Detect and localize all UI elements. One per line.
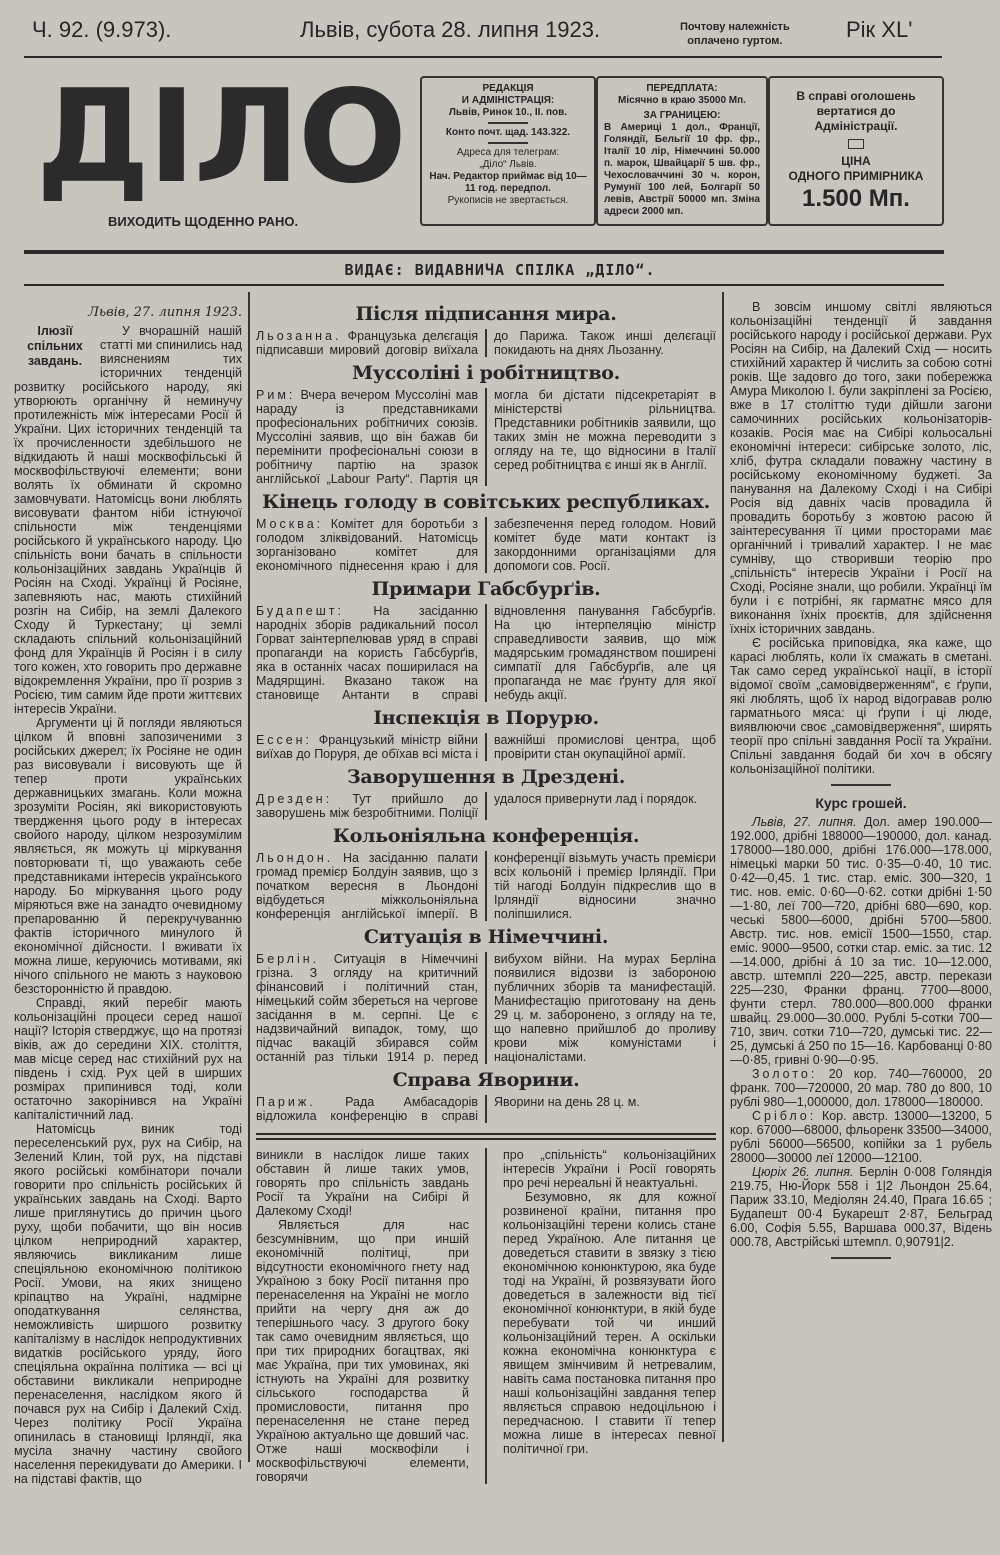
paragraph: У вчорашній нашій статті ми спинились над вияснениям тих історичних тенденцій розвитку російського народу, які утворюють органічну й неминучу протилежність між інтересами Росії й України. Цих історичних тенденцій та їх прочисленности здебільшого не відкидають й наші москвофільські й москвофільствуючі елементи; вони волять їх обминати й скромно замовчувати. Натомісць вони люблять висовувати фантом ніби істнуючої спільности між тенденціями російського й українського народу. Цю спільність вони бачать в спільности кольонізаційних завдань Українців й Росіян на Сході. Українці й Росіяне, запевняють нас, мають стихійний розгін на Сибір, на землі Далекого Сходу й Туркестану; ці землі складають спільний кольонізаційний фонд для Українців й Росіян і в силу того кожен, хто говорить про державне відокремлення України, про її розрив з Росією, тим самим йде проти життєвих інтересів України. <box>14 324 242 716</box>
tagline: ВИХОДИТЬ ЩОДЕННО РАНО. <box>108 214 299 229</box>
paragraph: виникли в наслідок лише таких обставин й лише таких умов, говорять про спільність завдань Росії та України на Сибірі й Далекому Сході! <box>256 1148 469 1218</box>
news-body <box>256 1095 716 1123</box>
news-text: На засіданню народніх зборів радикальний посол Горват заінтерпелював уряд в справі пропаганди на користь Габсбурґів, яка в останніх часах поширилася на Мадярщині. Вказано також на становище Антанти в справі відновлення панування Габсбурґів. На цю інтерпеляцію міністр справедливости заявив, що між мадярським громадянством поширені симпатії для Габсбурґів, але ця пропаганда не має ґрунту для якої небудь акції. <box>256 604 716 702</box>
news-body <box>256 388 716 486</box>
column-divider <box>722 292 724 1442</box>
currency-paragraph <box>730 815 992 1067</box>
currency-lead: Золото: <box>752 1067 818 1081</box>
box-text: Рукописів не звертається. <box>447 195 569 206</box>
editorial-dateline: Львів, 27. липня 1923. <box>88 305 242 320</box>
ads-price-box <box>768 76 944 226</box>
box-text: „Діло“ Львів. <box>479 159 537 170</box>
editorial-title: Ілюзії спільних завдань. <box>27 324 83 368</box>
news-headline: Примари Габсбурґів. <box>371 578 601 600</box>
box-text: ЦІНА <box>841 154 871 168</box>
news-item <box>256 577 716 702</box>
divider <box>24 284 944 286</box>
news-item <box>256 925 716 1064</box>
news-headline: Кольоніяльна конференція. <box>332 825 640 847</box>
news-headline: Справа Яворини. <box>392 1069 580 1091</box>
news-body <box>256 952 716 1064</box>
box-text: И АДМІНІСТРАЦІЯ: <box>461 95 555 106</box>
box-text: Місячно в краю 35000 Мп. <box>618 95 746 106</box>
news-text: На засіданню палати громад премієр Болдуін заявив, що з початком вересня в Льондоні відбудеться міжкольоніяльна конференція англійської імперії. В конференції візьмуть участь премієри всіх кольоній і премієр Ірляндії. При тій нагоді Болдуін підкреслив що в Ірляндії відносини значно поліпшилися. <box>256 851 716 921</box>
box-text: Львів, Ринок 10., II. пов. <box>448 107 568 118</box>
divider <box>488 142 528 144</box>
box-text: В Америці 1 дол., Франції, Голяндії, Бельгії 10 фр. фр., Італії 10 лір, Німеччині 50.000 п. марок, Швайцарії 5 шв. фр., Чехословаччині 30 ч. корон, Румунії 100 лей, Болгарії 50 левів, Австрії 50000 мп. Зміна адреси 2000 мп. <box>604 122 760 217</box>
year-number: Рік XL' <box>846 17 913 42</box>
news-body <box>256 851 716 921</box>
news-item <box>256 765 716 820</box>
editorial-continuation-right <box>503 1148 716 1484</box>
news-headline: Заворушення в Дрездені. <box>346 766 626 788</box>
news-item <box>256 1068 716 1123</box>
news-item <box>256 490 716 573</box>
box-text: Адреса для телеграм: <box>456 147 560 158</box>
publisher-line: ВИДАЄ: ВИДАВНИЧА СПІЛКА „ДІЛО“. <box>344 261 656 279</box>
divider <box>488 122 528 124</box>
news-text: Рада Амбасадорів відложила конференцію в справі Яворини на день 28 ц. м. <box>256 1095 640 1123</box>
news-item <box>256 361 716 486</box>
news-item <box>256 824 716 921</box>
news-body <box>256 792 716 820</box>
news-item <box>256 706 716 761</box>
divider <box>256 1133 716 1135</box>
news-headline: Інспекція в Порурю. <box>373 707 599 729</box>
divider <box>831 784 891 786</box>
divider <box>256 1138 716 1140</box>
box-text: ЗА ГРАНИЦЕЮ: <box>643 110 721 121</box>
news-headline: Кінець голоду в совітських республиках. <box>262 491 710 513</box>
news-text: Вчера вечером Муссоліні мав нараду із представниками професіональних робітничих союзів. Муссоліні заявив, що він бажав би перемінити професіональні союзи в робітничу партію на зразок англійської „Labour Party“. Партія ця могла би дістати підсекретаріят в міністерстві рільництва. Представники робітників заявили, що таких змін не можна переводити з огляду на те, що відносини в Італії серед робітництва є инші як в Англії. <box>256 388 716 486</box>
news-place: Париж. <box>256 1095 316 1109</box>
news-headline: Муссоліні і робітництво. <box>352 362 620 384</box>
news-place: Берлін. <box>256 952 320 966</box>
news-body <box>256 604 716 702</box>
news-place: Будапешт: <box>256 604 344 618</box>
postage-line: Почтову належність <box>680 21 790 33</box>
currency-lead: Львів, 27. липня. <box>752 815 857 829</box>
currency-text: Кор. австр. 13000—13200, 5 кор. 67000—68000, фльоренк 33500—34000, рублі 56000—56500, копійки за 1 рубель 28000—30000 леї 12000—12100. <box>730 1109 993 1165</box>
currency-text: Берлін 0·008 Голяндія 219.75, Ню-Йорк 558 і 1|2 Льондон 25.64, Париж 33.10, Медіолян 24.40, Прага 16.65 ; Будапешт 00·4 Букарешт 2·87, Бельград 6.00, Софія 5.55, Варшава 000.37, Відень 000.78, Австрійські штемпл. 0,90791|2. <box>730 1165 992 1249</box>
news-body <box>256 329 716 357</box>
currency-text: 20 кор. 740—760000, 20 франк. 700—720000, 20 мар. 780 до 800, 10 рублі 980—1,000000, дол. 178000—180000. <box>730 1067 992 1109</box>
news-text: Французька делєгація підписавши мировий договір виїхала до Парижа. Також инші делєгації покидають на днях Льозанну. <box>256 329 716 357</box>
paragraph: В зовсім иншому світлі являються кольонізаційні тенденції й завдання російського народу і російської держави. Рух Росіян на Сибір, на Далекий Схід — носить стихійний характер й числить за собою сотні років. Ще задовго до того, заки побережжа Амура Миколою I. були закріплені за Росією, вже в 17 століттю туди дійшли загони самочинних російських кольонізаторів-козаків. Росія має на Сибірі кольосальні економічні інтереси: сибірське золото, ліс, хліб, футра складали поважну частину в російському економічному буджеті. За панування на Далекому Сході і на Сибірі Росія від давніх часів провадила й провадить боротьбу з жовтою расою й заінтересування її цими просторами має органічний і тривалий характер. І не має сумніву, що створивши теорію про „спільність“ інтересів України і Росії на Сході, Росіяне знали, що робили. Українці їм були і є потрібні, як гарматнє мясо для виконання їхніх проєктів, для здійснення їхніх історичних завдань. <box>730 300 992 636</box>
subscription-box <box>596 76 768 226</box>
paragraph: Безумовно, як для кожної розвиненої країни, питання про кольонізаційні терени колись стане перед Україною. Але питання це доведеться ставити в звязку з тією економічною конюнктурою, яка буде тоді на Україні, й розвязувати його доведеться в залежности від тієї економічної конюнктури, в якій буде перебувати той чи инший кольонізаційний терен. А оскільки кожна економічна конюнктура є явищем змінчивим й нетревалим, навіть сама постановка питання про наші кольонізаційні завдання тепер являється справою недоцільною і передчасною. І ставити її тепер можна лише в інтересах певної політичної гри. <box>503 1190 716 1456</box>
box-text: РЕДАКЦІЯ <box>482 83 534 94</box>
news-body <box>256 517 716 573</box>
box-text: Конто почт. щад. 143.322. <box>445 127 571 138</box>
news-place: Рим: <box>256 388 296 402</box>
news-place: Льозанна. <box>256 329 342 343</box>
paragraph: Є російська приповідка, яка каже, що карасі люблять, коли їх смажать в сметані. Так само серед української нації, в історії відомої своїм „самовідверженням“, є ґрупи, які люблять, щоб їх народ відогравав ролю гарматнього мяса: ці ґрупи і ці люде, виявлюючи своє „самовідверження“, ширять теорії про спільні завдання Росії та України. Спільні завдання бодай би хоч в обсягу кольонізаційної політики. <box>730 636 992 776</box>
news-place: Ессен: <box>256 733 313 747</box>
currency-paragraph <box>730 1109 992 1165</box>
news-item <box>256 302 716 357</box>
news-place: Льондон. <box>256 851 334 865</box>
news-text: Тут прийшло до заворушень між безробітними. Поліції удалося привернути лад і порядок. <box>256 792 698 820</box>
news-body <box>256 733 716 761</box>
editorial-right-column <box>730 300 992 1267</box>
price: 1.500 Мп. <box>802 185 910 212</box>
currency-title: Курс грошей. <box>815 795 907 811</box>
postage-note <box>680 20 790 48</box>
currency-paragraph <box>730 1067 992 1109</box>
divider <box>24 56 942 58</box>
divider <box>24 250 944 254</box>
postage-line: оплачено гуртом. <box>687 35 783 47</box>
middle-section <box>256 298 716 1484</box>
issue-number: Ч. 92. (9.973). <box>32 17 172 42</box>
news-section <box>256 302 716 1123</box>
issue-date: Львів, субота 28. липня 1923. <box>300 17 601 42</box>
editorial-office-box <box>420 76 596 226</box>
column-divider <box>485 1148 487 1484</box>
paragraph: Справді, який перебіг мають кольонізаційні процеси серед нашої нації? Історія стверджує, що на протязі віків, аж до середини XIX. століття, мав місце серед нас стихійний рух на південь і схід. Рух цей в ширших розмірах припинився тоді, коли остаточно закорінився на Україні капіталістичний лад. <box>14 996 242 1122</box>
divider <box>831 1257 891 1259</box>
ornament-icon <box>848 139 864 149</box>
editorial-article <box>14 304 242 1486</box>
box-text: В справі оголошень вертатися до Адміністрації. <box>796 89 916 133</box>
currency-text: Дол. амер 190.000—192.000, дрібні 188000—190000, дол. канад. 178000—180.000, дрібні 176.000—178.000, німецькі марки 50 тис. 0·35—0·40, 10 тис. 0·42—0,45. 1 тис. стар. еміс. 300—320, 1 тис. нов. еміс. 0·60—0·62. сотки дрібні 1·50—1·80, леї 700—720, дрібні 680—690, кор. чеські 5800—6000, дрібні 5700—5800. Австр. тис. нов. емісії 1500—1550, стар. еміс. 9000—9500, сотки стар. еміс. за тис. 12—14.000, дрібні á 10 за тис. 10—12.000, австр. штемплі 220—225, австр. перекази 225—230, Франки франц. 7700—8000, фунти стерл. 780.000—800.000 франки швайц. 29.000—30.000. Рублі 5-сотки 700—710, звич. сотки 710—720, думські тис. 22—25, думські á 250 по 15—16. Карбованці 0·80—0·85, гривні 0·90—0·95. <box>730 815 992 1067</box>
paragraph: про „спільність“ кольонізаційних інтересів України і Росії говорять про речі нереальні й неактуальні. <box>503 1148 716 1190</box>
paragraph: Являється для нас безсумнівним, що при иншій економічній політиці, при відсутности економічного гнету над Україною з боку Росії питання про перенаселення на Україні не могло прийти на чергу дня аж до теперішнього часу. З другого боку так само очевидним являється, що при тих природних богацтвах, які має Україна, при тих умовинах, які істнують на Україні для розвитку сільського господарства й промисловости, питання про перенаселення не стане перед Україною актуально ще довший час. Отже наші москвофіли і москвофільствуючі елементи, говорячи <box>256 1218 469 1484</box>
currency-paragraph <box>730 1165 992 1249</box>
news-place: Дрезден: <box>256 792 333 806</box>
news-text: Французький міністр війни виїхав до Поруря, де обїхав всі міста і важнійші промислові центра, щоб провірити стан окупаційної армії. <box>256 733 716 761</box>
paragraph: Натомісць виник тоді переселенський рух, рух на Сибір, на Зелений Клин, той рух, на підставі якого російські комбінатори почали говорити про спільність російських й українських завдань на Сході. Варто лише приглянутись до причин цього руху, щоби побачити, що він носив цілком неприродний характер, являючись викликаним лише спеціяльною економічною політикою Росії. Умови, на яких знищено кріпацтво на Україні, надмірне оподаткування селянства, неможливість ширшого розвитку капіталізму в наслідок непродуктивних видатків російського уряду, його спеціяльна окраїнна політика — всі ці обставини викликали неприродне перенаселення, наслідком якого й почався рух на Сибір і Далекий Схід. Через політику Росії Україна опинилась в становищі Ірляндії, яка мусіла значну частину свойого населення перекидувати до Америки. І на підставі фактів, що <box>14 1122 242 1486</box>
editorial-continuation-left <box>256 1148 469 1484</box>
news-text: Ситуація в Німеччині грізна. З огляду на критичний фінансовий і політичний стан, німецький сойм збереться на чергове засідання в м. серпні. Це є надзвичайний випадок, тому, що підчас вакацій збирався сойм останній раз тільки 1914 р. перед вибухом війни. На мурах Берліна появилися відозви із забороною публичних зборів та манифестацій. Манифестацію приготовану на день 29 ц. м. заборонено, з огляду на те, що напевно прийшлоб до проливу крови між комуністами і націоналістами. <box>256 952 716 1064</box>
box-text: ПЕРЕДПЛАТА: <box>646 83 718 94</box>
masthead-logo: ДІЛО <box>36 63 405 212</box>
currency-lead: Цюріх 26. липня. <box>752 1165 854 1179</box>
editorial-continuation <box>256 1148 716 1484</box>
box-text: Нач. Редактор приймає від 10—11 год. передпол. <box>429 171 587 194</box>
column-divider <box>248 292 250 1462</box>
box-text: ОДНОГО ПРИМІРНИКА <box>788 169 924 183</box>
news-place: Москва: <box>256 517 324 531</box>
news-headline: Після підписання мира. <box>355 303 617 325</box>
currency-lead: Срібло: <box>752 1109 817 1123</box>
news-text: Комітет для боротьби з голодом зліквідований. Натомісць зорганізовано комітет для економічного піднесення краю і для забезпечення перед голодом. Новий комітет буде мати контакт із закордонними організаціями для допомоги сов. Росії. <box>256 517 716 573</box>
news-headline: Ситуація в Німеччині. <box>363 926 609 948</box>
paragraph: Аргументи ці й погляди являються цілком й вповні запозиченими з російських джерел; їх Росіяне не один раз висовували і висовують ще й тепер проти українських державницьких змагань. Коли можна зрозуміти Росіян, які використовують твердження цього роду в інтересах свойого народу, цілком незрозумілим являється, як можуть ці міркування повторювати ті, що уважають себе представниками інтересів українського народу. Бо міркування цього роду міряються вже на занадто очевидному препарованню й перекручуванню фактів історичного минулого й економічної дійсности. І вживати їх можна лише, керуючись мотивами, які нічого спільного не мають з науковою безсторонністю й правдою. <box>14 716 242 996</box>
